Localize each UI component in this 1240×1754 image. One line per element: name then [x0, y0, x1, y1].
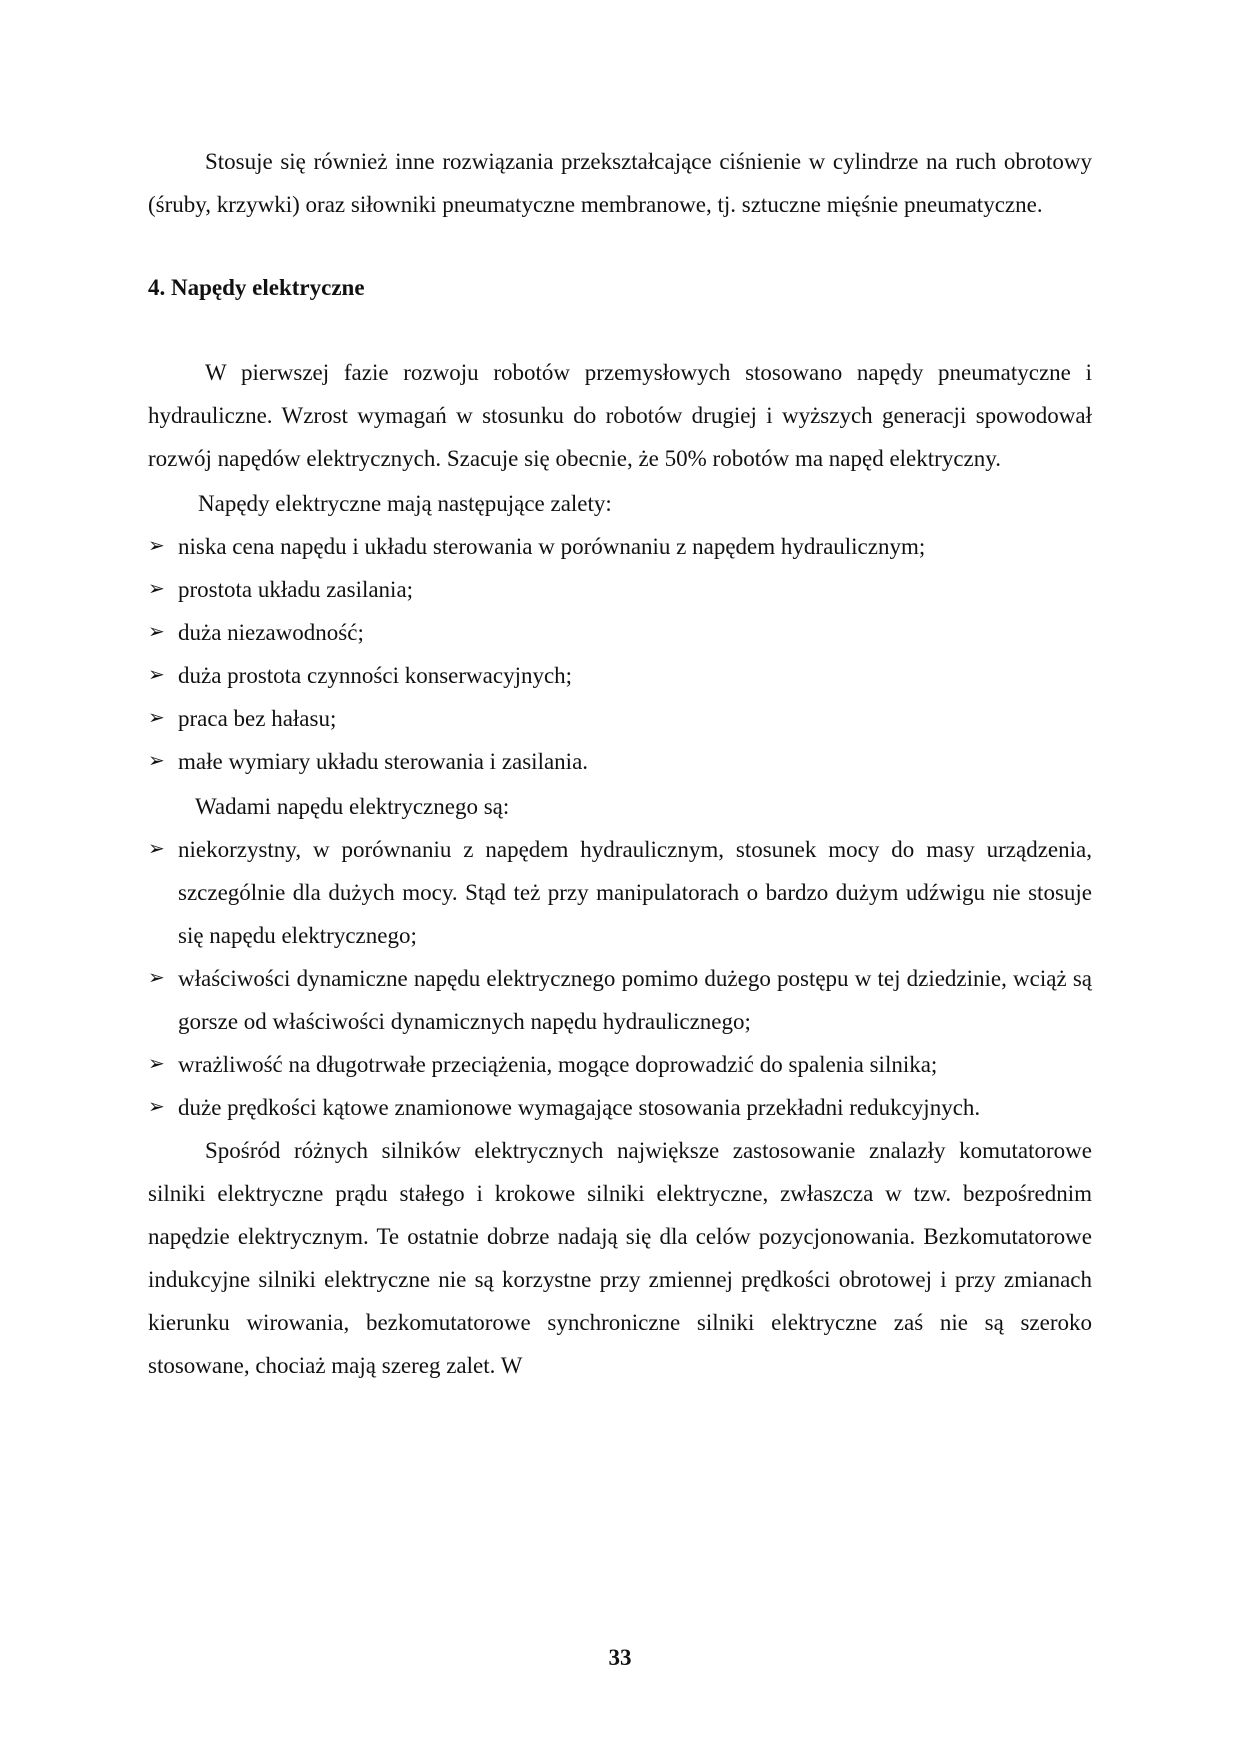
list-item: ➢ duża niezawodność;	[148, 611, 1092, 654]
arrow-bullet-icon: ➢	[148, 578, 165, 600]
list-item: ➢ duże prędkości kątowe znamionowe wymagające stosowania przekładni redukcyjnych.	[148, 1086, 1092, 1129]
arrow-bullet-icon: ➢	[148, 750, 165, 772]
page-number: 33	[608, 1645, 632, 1670]
arrow-bullet-icon: ➢	[148, 1096, 165, 1118]
section-heading: 4. Napędy elektryczne	[148, 275, 365, 300]
arrow-bullet-icon: ➢	[148, 1053, 165, 1075]
document-body	[148, 140, 1092, 1387]
list-item: ➢ prostota układu zasilania;	[148, 568, 1092, 611]
disadvantages-lead: Wadami napędu elektrycznego są:	[195, 794, 510, 819]
arrow-bullet-icon: ➢	[148, 707, 165, 729]
list-item: ➢ duża prostota czynności konserwacyjnych;	[148, 654, 1092, 697]
list-item: ➢ niekorzystny, w porównaniu z napędem hydraulicznym, stosunek mocy do masy urządzenia, szczególnie dla dużych mocy. Stąd też przy manipulatorach o bardzo dużym udźwigu nie stosuje się napędu elektrycznego;	[148, 828, 1092, 957]
advantages-list	[148, 525, 1092, 783]
list-item: ➢ właściwości dynamiczne napędu elektrycznego pomimo dużego postępu w tej dziedzinie, wciąż są gorsze od właściwości dynamicznych napędu hydraulicznego;	[148, 957, 1092, 1043]
closing-paragraph: Spośród różnych silników elektrycznych największe zastosowanie znalazły komutatorowe silniki elektryczne prądu stałego i krokowe silniki elektryczne, zwłaszcza w tzw. bezpośrednim napędzie elektrycznym. Te ostatnie dobrze nadają się dla celów pozycjonowania. Bezkomutatorowe indukcyjne silniki elektryczne nie są korzystne przy zmiennej prędkości obrotowej i przy zmianach kierunku wirowania, bezkomutatorowe synchroniczne silniki elektryczne zaś nie są szeroko stosowane, chociaż mają szereg zalet. W	[148, 1138, 1092, 1378]
list-item: ➢ praca bez hałasu;	[148, 697, 1092, 740]
list-item: ➢ wrażliwość na długotrwałe przeciążenia, mogące doprowadzić do spalenia silnika;	[148, 1043, 1092, 1086]
list-item: ➢ małe wymiary układu sterowania i zasilania.	[148, 740, 1092, 783]
arrow-bullet-icon: ➢	[148, 621, 165, 643]
list-item: ➢ niska cena napędu i układu sterowania w porównaniu z napędem hydraulicznym;	[148, 525, 1092, 568]
intro-paragraph: Stosuje się również inne rozwiązania przekształcające ciśnienie w cylindrze na ruch obrotowy (śruby, krzywki) oraz siłowniki pneumatyczne membranowe, tj. sztuczne mięśnie pneumatyczne.	[148, 149, 1092, 217]
arrow-bullet-icon: ➢	[148, 838, 165, 860]
arrow-bullet-icon: ➢	[148, 967, 165, 989]
history-paragraph: W pierwszej fazie rozwoju robotów przemysłowych stosowano napędy pneumatyczne i hydrauliczne. Wzrost wymagań w stosunku do robotów drugiej i wyższych generacji spowodował rozwój napędów elektrycznych. Szacuje się obecnie, że 50% robotów ma napęd elektryczny.	[148, 360, 1092, 471]
advantages-lead: Napędy elektryczne mają następujące zalety:	[198, 491, 612, 516]
disadvantages-list	[148, 828, 1092, 1129]
arrow-bullet-icon: ➢	[148, 664, 165, 686]
arrow-bullet-icon: ➢	[148, 535, 165, 557]
